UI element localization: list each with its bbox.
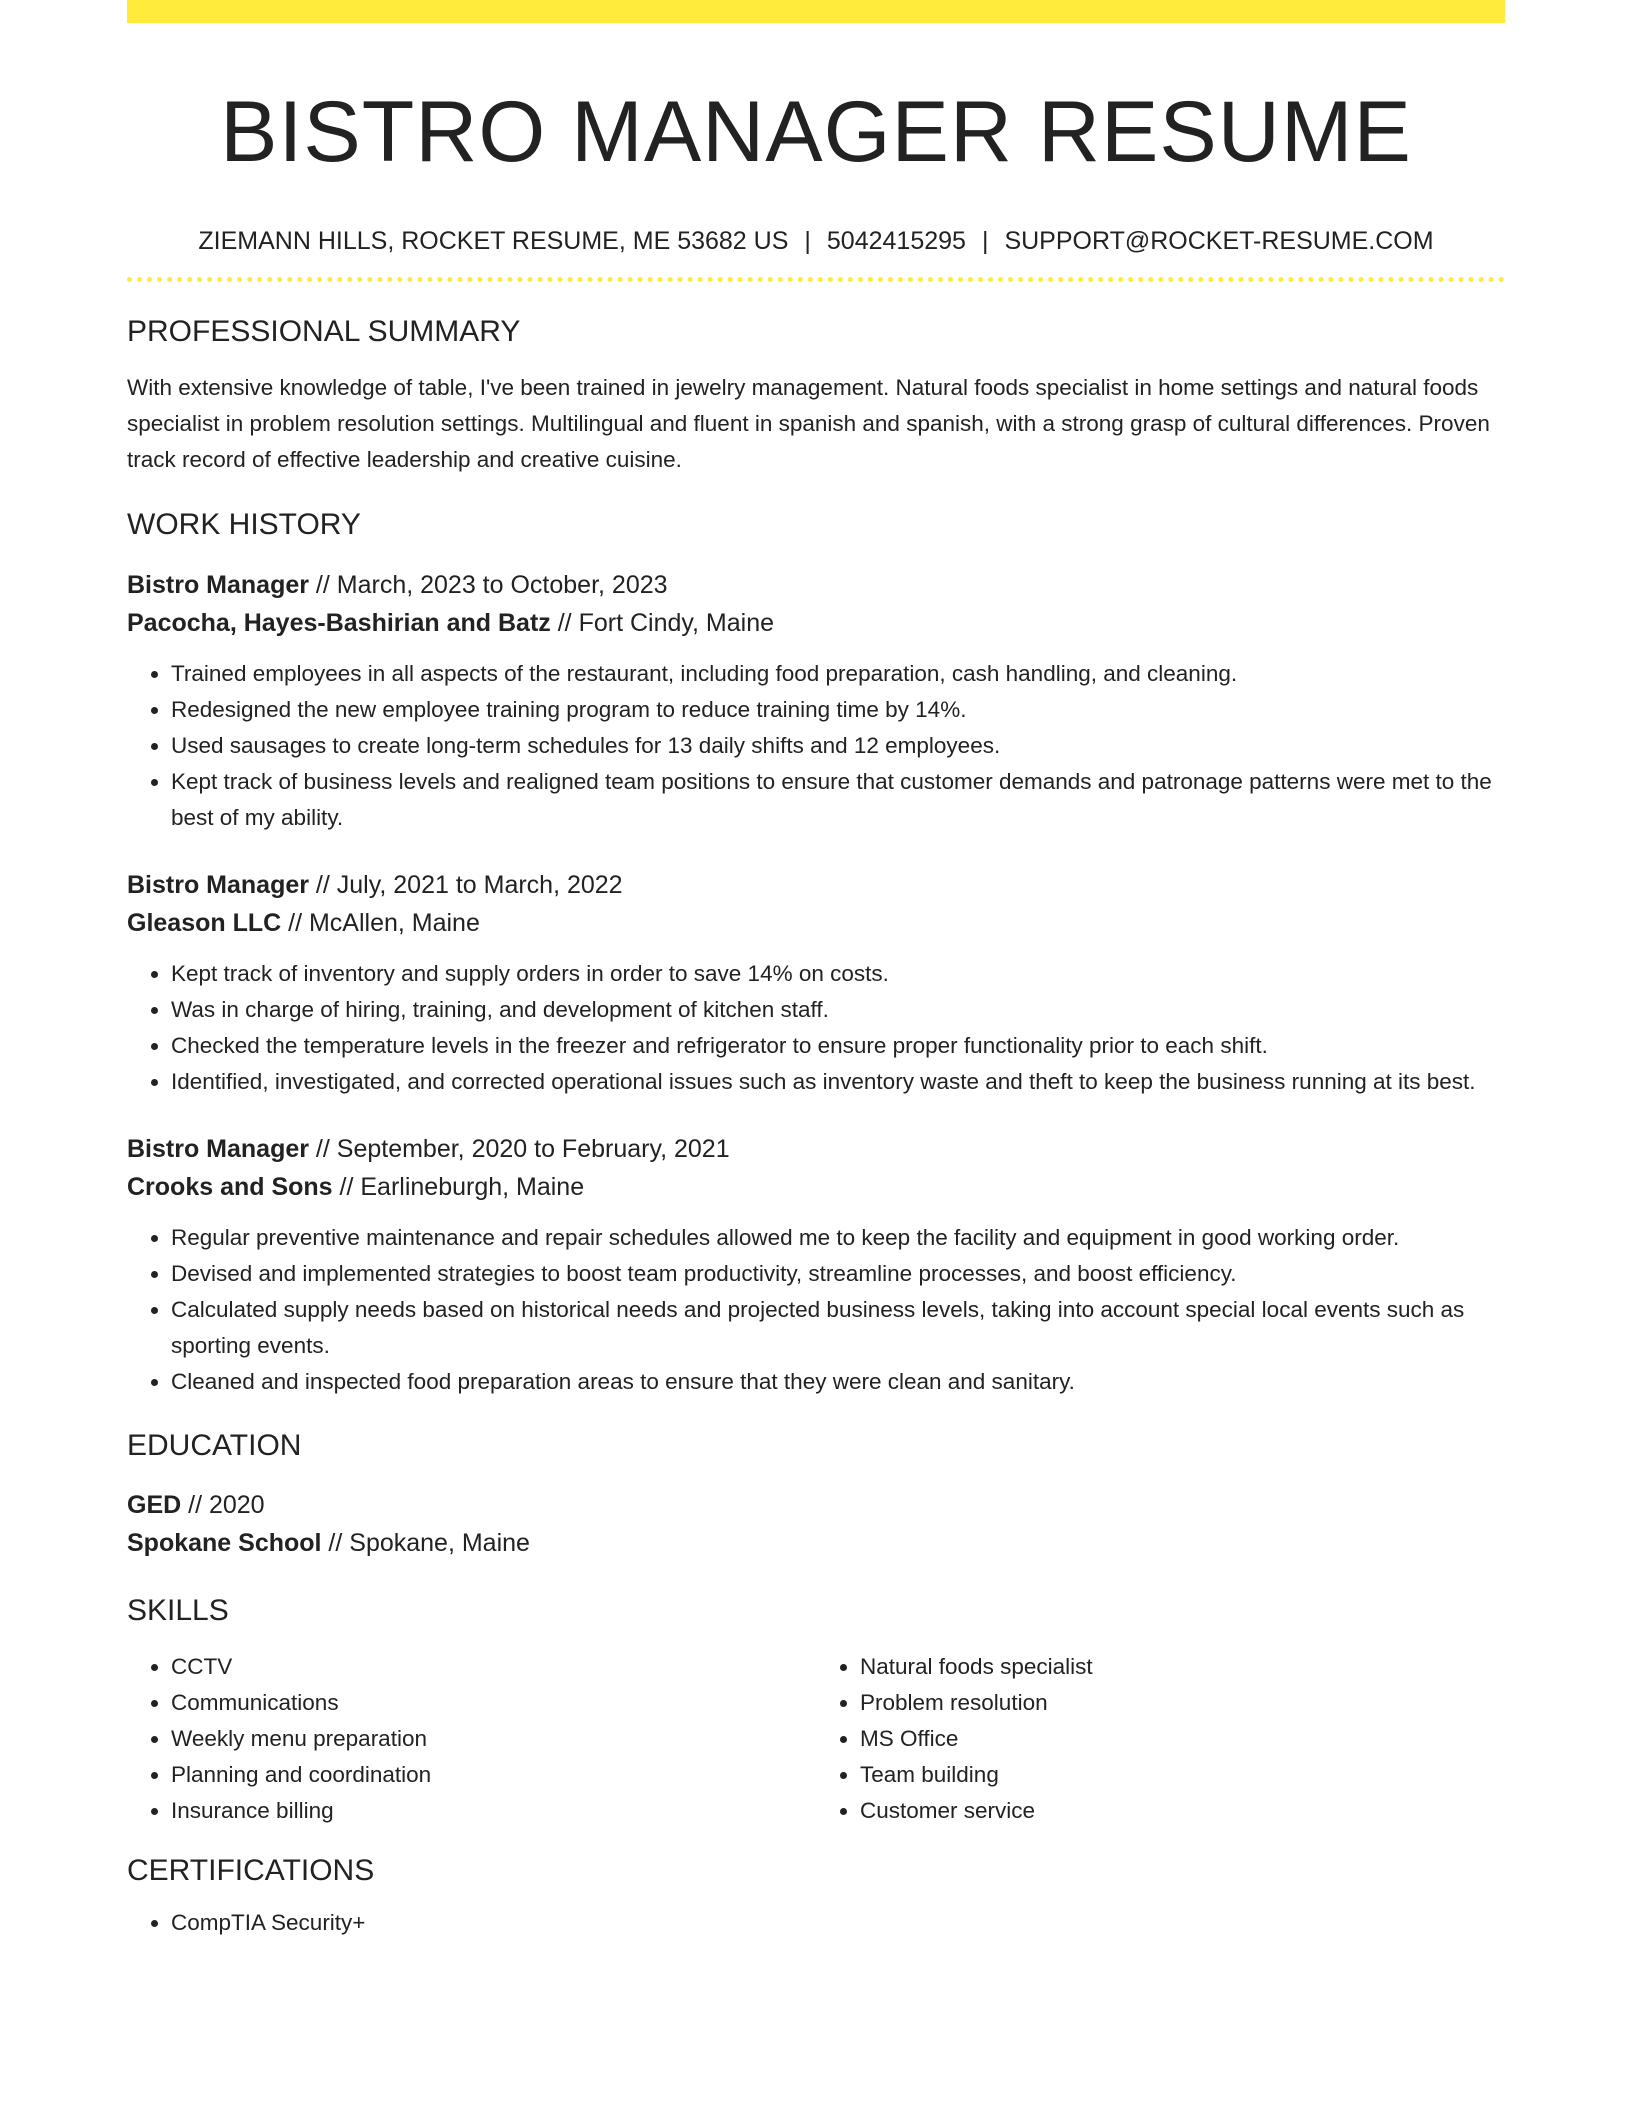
education-entry — [127, 1486, 1505, 1562]
list-item: • Used sausages to create long-term schedules for 13 daily shifts and 12 employees. — [171, 728, 1505, 764]
section-title-skills: SKILLS — [127, 1593, 229, 1627]
job-company: Gleason LLC — [127, 908, 282, 937]
phone: 5042415295 — [826, 226, 966, 255]
job-role: Bistro Manager — [127, 870, 309, 899]
section-title-summary: PROFESSIONAL SUMMARY — [127, 314, 521, 348]
job-company: Pacocha, Hayes-Bashirian and Batz — [127, 608, 551, 637]
separator: | — [804, 226, 811, 255]
job-location: // Earlineburgh, Maine — [332, 1172, 585, 1201]
skill-item: • CCTV — [171, 1649, 816, 1685]
education-school-line — [127, 1524, 1505, 1562]
address: ZIEMANN HILLS, ROCKET RESUME, ME 53682 US — [198, 226, 789, 255]
job-location: // McAllen, Maine — [281, 908, 480, 937]
skills-list-left — [127, 1649, 816, 1829]
accent-bar — [127, 0, 1505, 23]
skill-item: • MS Office — [860, 1721, 1505, 1757]
education-degree-line — [127, 1486, 1505, 1524]
job-role-line — [127, 866, 1505, 904]
email: SUPPORT@ROCKET-RESUME.COM — [1004, 226, 1434, 255]
job-role-line — [127, 1130, 1505, 1168]
job-entry — [127, 866, 1505, 1100]
list-item: • Kept track of business levels and realigned team positions to ensure that customer demands and patronage patterns were met to the best of my ability. — [171, 764, 1505, 836]
list-item: • Was in charge of hiring, training, and development of kitchen staff. — [171, 992, 1505, 1028]
job-location: // Fort Cindy, Maine — [550, 608, 774, 637]
resume-title: BISTRO MANAGER RESUME — [220, 84, 1412, 180]
list-item: • Checked the temperature levels in the freezer and refrigerator to ensure proper functionality prior to each shift. — [171, 1028, 1505, 1064]
job-company-line — [127, 604, 1505, 642]
education-location: // Spokane, Maine — [321, 1528, 530, 1557]
skill-item: • Customer service — [860, 1793, 1505, 1829]
certifications-list — [127, 1905, 1505, 1941]
skill-item: • Communications — [171, 1685, 816, 1721]
section-title-certifications: CERTIFICATIONS — [127, 1853, 375, 1887]
summary-text: With extensive knowledge of table, I've been trained in jewelry management. Natural foods specialist in home settings and natural foods specialist in problem resolution settings. Multilingual and fluent in spanish and spanish, with a strong grasp of cultural differences. Proven track record of effective leadership and creative cuisine. — [127, 374, 1490, 472]
section-title-work-history: WORK HISTORY — [127, 507, 361, 541]
list-item: • Calculated supply needs based on historical needs and projected business levels, taking into account special local events such as sporting events. — [171, 1292, 1505, 1364]
education-degree: GED — [127, 1490, 182, 1519]
list-item: • Identified, investigated, and corrected operational issues such as inventory waste and theft to keep the business running at its best. — [171, 1064, 1505, 1100]
contact-line — [127, 224, 1505, 258]
job-bullets — [127, 1220, 1505, 1400]
dotted-divider — [127, 277, 1505, 282]
job-dates: // September, 2020 to February, 2021 — [308, 1134, 730, 1163]
skill-item: • Natural foods specialist — [860, 1649, 1505, 1685]
skills-list-right — [816, 1649, 1505, 1829]
job-company-line — [127, 904, 1505, 942]
job-company-line — [127, 1168, 1505, 1206]
list-item: • Redesigned the new employee training program to reduce training time by 14%. — [171, 692, 1505, 728]
list-item: • Regular preventive maintenance and repair schedules allowed me to keep the facility and equipment in good working order. — [171, 1220, 1505, 1256]
skill-item: • Weekly menu preparation — [171, 1721, 816, 1757]
separator: | — [981, 226, 989, 255]
job-bullets — [127, 656, 1505, 836]
education-school: Spokane School — [127, 1528, 322, 1557]
list-item: • Cleaned and inspected food preparation areas to ensure that they were clean and sanitary. — [171, 1364, 1505, 1400]
section-title-education: EDUCATION — [127, 1428, 302, 1462]
list-item: • Trained employees in all aspects of the restaurant, including food preparation, cash handling, and cleaning. — [171, 656, 1505, 692]
job-role: Bistro Manager — [127, 1134, 309, 1163]
skill-item: • Insurance billing — [171, 1793, 816, 1829]
job-dates: // March, 2023 to October, 2023 — [308, 570, 668, 599]
job-entry — [127, 1130, 1505, 1400]
skill-item: • Planning and coordination — [171, 1757, 816, 1793]
education-year: // 2020 — [181, 1490, 265, 1519]
job-company: Crooks and Sons — [127, 1172, 333, 1201]
job-role-line — [127, 566, 1505, 604]
skills-grid — [127, 1649, 1505, 1829]
job-dates: // July, 2021 to March, 2022 — [308, 870, 623, 899]
skill-item: • Problem resolution — [860, 1685, 1505, 1721]
list-item: • Kept track of inventory and supply orders in order to save 14% on costs. — [171, 956, 1505, 992]
job-bullets — [127, 956, 1505, 1100]
certification-item: • CompTIA Security+ — [171, 1905, 1505, 1941]
job-entry — [127, 566, 1505, 836]
job-role: Bistro Manager — [127, 570, 309, 599]
list-item: • Devised and implemented strategies to boost team productivity, streamline processes, and boost efficiency. — [171, 1256, 1505, 1292]
skill-item: • Team building — [860, 1757, 1505, 1793]
